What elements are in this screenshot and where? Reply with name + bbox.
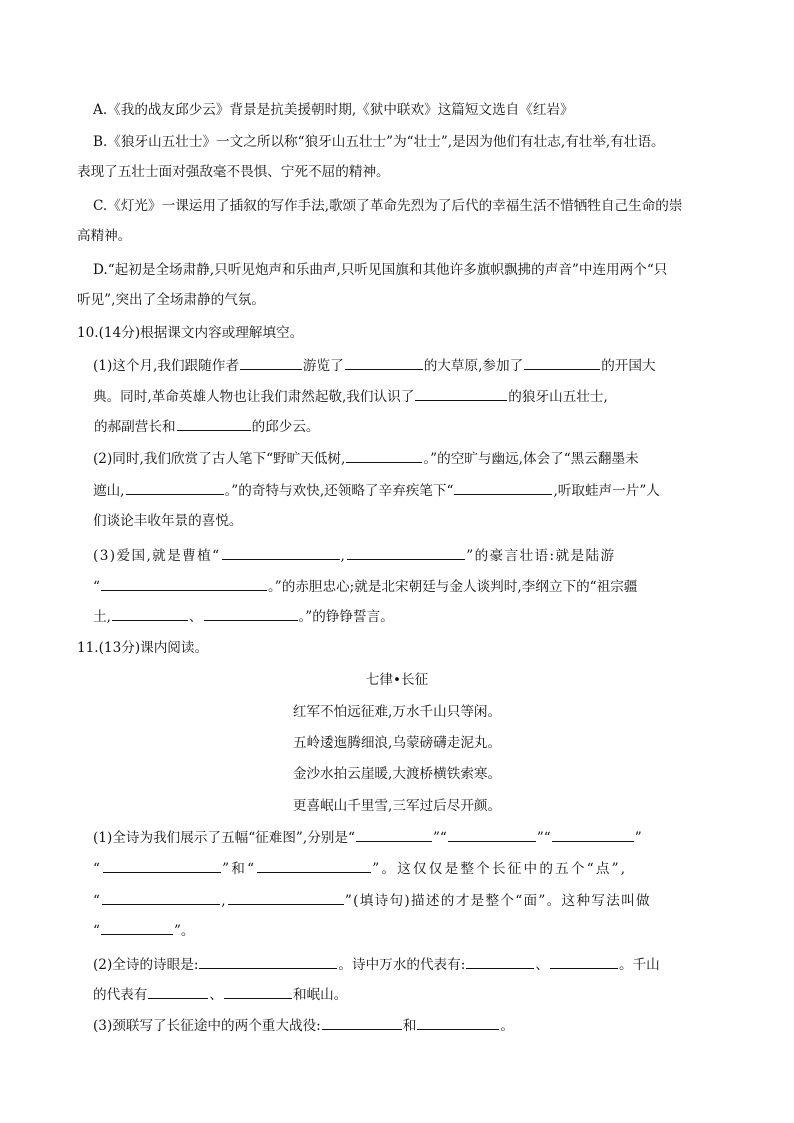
- answer-blank[interactable]: [101, 921, 173, 935]
- q11-part1-line4: “ ”。: [93, 923, 195, 939]
- q10-part1-line3: 的郝副营长和 的邱少云。: [94, 419, 320, 435]
- answer-blank[interactable]: [448, 828, 536, 842]
- q11-part3-line1: (3)颈联写了长征途中的两个重大战役: 和 。: [93, 1018, 514, 1034]
- option-a: A.《我的战友邱少云》背景是抗美援朝时期,《狱中联欢》这篇短文选自《红岩》: [93, 102, 574, 118]
- poem-title: 七律•长征: [365, 672, 429, 688]
- q10-part3-line1: (3)爱国,就是曹植“ , ”的豪言壮语:就是陆游: [93, 548, 616, 564]
- answer-blank[interactable]: [228, 891, 344, 905]
- answer-blank[interactable]: [240, 356, 302, 370]
- answer-blank[interactable]: [356, 828, 432, 842]
- poem-line: 红军不怕远征难,万水千山只等闲。: [292, 704, 502, 720]
- q11-part1-line3: “ , ”(填诗句)描述的才是整个“面”。这种写法叫做: [93, 893, 651, 909]
- q10-part2-line2: 遮山, 。”的奇特与欢快,还领略了辛弃疾笔下“ ,听取蛙声一片”人: [93, 483, 660, 499]
- q11-part1-line1: (1)全诗为我们展示了五幅“征难图”,分别是“ ”“ ”“ ”: [93, 830, 642, 846]
- answer-blank[interactable]: [552, 828, 634, 842]
- answer-blank[interactable]: [415, 387, 507, 401]
- answer-blank[interactable]: [102, 891, 220, 905]
- q10-part2-line1: (2)同时,我们欣赏了古人笔下“野旷天低树, 。”的空旷与幽远,体会了“黑云翻墨未: [93, 451, 639, 467]
- question-11-heading: 11.(13分)课内阅读。: [77, 640, 209, 656]
- answer-blank[interactable]: [466, 955, 534, 969]
- q11-part2-line1: (2)全诗的诗眼是: 。诗中万水的代表有: 、 。千山: [93, 957, 660, 973]
- answer-blank[interactable]: [347, 546, 465, 560]
- answer-blank[interactable]: [126, 481, 224, 495]
- answer-blank[interactable]: [417, 1016, 499, 1030]
- poem-line: 五岭逶迤腾细浪,乌蒙磅礴走泥丸。: [292, 735, 502, 751]
- option-b-line1: B.《狼牙山五壮士》一文之所以称“狼牙山五壮士”为“壮士”,是因为他们有壮志,有壮举,有壮语。: [93, 134, 665, 150]
- answer-blank[interactable]: [148, 985, 208, 999]
- q10-part1-line1: (1)这个月,我们跟随作者 游览了 的大草原,参加了 的开国大: [93, 358, 656, 374]
- answer-blank[interactable]: [103, 859, 221, 873]
- q10-part3-line2: “ 。”的赤胆忠心;就是北宋朝廷与金人谈判时,李纲立下的“祖宗疆: [93, 579, 638, 595]
- option-c-line1: C.《灯光》一课运用了插叙的写作手法,歌颂了革命先烈为了后代的幸福生活不惜牺牲自己生命的崇: [93, 198, 683, 214]
- option-d-line2: 听见”,突出了全场肃静的气氛。: [77, 292, 265, 308]
- answer-blank[interactable]: [199, 955, 337, 969]
- option-c-line2: 高精神。: [77, 228, 132, 244]
- poem-line: 更喜岷山千里雪,三军过后尽开颜。: [292, 798, 502, 814]
- answer-blank[interactable]: [345, 356, 423, 370]
- answer-blank[interactable]: [101, 577, 267, 591]
- q10-part1-line2: 典。同时,革命英雄人物也让我们肃然起敬,我们认识了 的狼牙山五壮士,: [93, 389, 608, 405]
- answer-blank[interactable]: [346, 449, 422, 463]
- answer-blank[interactable]: [177, 417, 251, 431]
- q10-part2-line3: 们谈论丰收年景的喜悦。: [93, 513, 243, 529]
- question-10-heading: 10.(14分)根据课文内容或理解填空。: [77, 325, 304, 341]
- answer-blank[interactable]: [112, 607, 188, 621]
- option-b-line2: 表现了五壮士面对强敌毫不畏惧、宁死不屈的精神。: [77, 164, 390, 180]
- poem-line: 金沙水拍云崖暖,大渡桥横铁索寒。: [292, 766, 502, 782]
- answer-blank[interactable]: [222, 546, 340, 560]
- answer-blank[interactable]: [524, 356, 600, 370]
- answer-blank[interactable]: [550, 955, 618, 969]
- q10-part3-line3: 土, 、 。”的铮铮誓言。: [93, 609, 394, 625]
- q11-part2-line2: 的代表有 、 和岷山。: [93, 987, 348, 1003]
- answer-blank[interactable]: [322, 1016, 402, 1030]
- option-d-line1: D.“起初是全场肃静,只听见炮声和乐曲声,只听见国旗和其他许多旗帜飘拂的声音”中连用两个“只: [93, 262, 668, 278]
- answer-blank[interactable]: [224, 985, 292, 999]
- q11-part1-line2: “ ”和“ ”。这仅仅是整个长征中的五个“点”,: [93, 861, 628, 877]
- answer-blank[interactable]: [257, 859, 371, 873]
- answer-blank[interactable]: [454, 481, 552, 495]
- answer-blank[interactable]: [204, 607, 298, 621]
